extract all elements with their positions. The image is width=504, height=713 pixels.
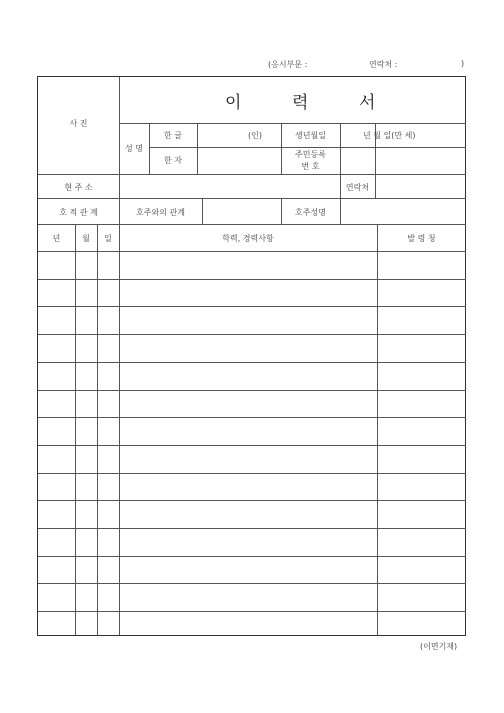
table-row-rule	[38, 279, 466, 280]
phone-label: 연락처	[345, 183, 370, 192]
title-char-1: 이	[225, 93, 242, 113]
col-issuer: 발 령 청	[407, 234, 436, 243]
resident-label-line2: 번 호	[301, 162, 320, 171]
hanja-label: 한 자	[164, 156, 182, 165]
back-side-note: (이면기재)	[420, 642, 458, 651]
title-char-3: 서	[359, 93, 376, 113]
rule	[38, 174, 466, 175]
birth-label: 생년월일	[295, 131, 326, 140]
rule	[197, 123, 198, 174]
resident-label-line1: 주민등록	[295, 150, 326, 159]
address-label: 현 주 소	[64, 183, 93, 192]
rule	[75, 224, 76, 635]
col-year: 년	[52, 234, 61, 243]
header-close-paren: )	[461, 59, 465, 68]
head-name-label: 호주성명	[295, 208, 326, 217]
resume-form	[37, 76, 466, 636]
table-row-rule	[38, 556, 466, 557]
table-row-rule	[38, 362, 466, 363]
relation-label: 호주와의 관계	[136, 208, 185, 217]
rule	[340, 123, 341, 174]
table-row-rule	[38, 417, 466, 418]
rule	[119, 174, 120, 198]
col-month: 월	[82, 234, 90, 243]
hangul-label: 한 글	[164, 131, 182, 140]
col-history: 학력, 경력사항	[222, 234, 274, 243]
table-row-rule	[38, 583, 466, 584]
rule	[119, 77, 120, 174]
rule	[119, 123, 466, 124]
rule	[202, 198, 203, 224]
rule	[340, 198, 341, 224]
table-row-rule	[38, 528, 466, 529]
table-row-rule	[38, 445, 466, 446]
table-row-rule	[38, 500, 466, 501]
table-row-rule	[38, 251, 466, 252]
rule	[38, 198, 466, 199]
birth-value: 년 월 일(만 세)	[363, 131, 416, 140]
rule	[375, 174, 376, 198]
seal-mark: (인)	[248, 131, 262, 140]
table-row-rule	[38, 306, 466, 307]
table-row-rule	[38, 334, 466, 335]
table-row-rule	[38, 611, 466, 612]
title-char-2: 력	[292, 93, 309, 113]
rule	[377, 224, 378, 635]
name-label: 성 명	[125, 144, 143, 153]
col-day: 일	[104, 234, 112, 243]
rule	[97, 224, 98, 635]
table-row-rule	[38, 473, 466, 474]
rule	[119, 224, 120, 635]
family-register-label: 호 적 관 계	[59, 208, 98, 217]
photo-label: 사 진	[69, 119, 88, 128]
exam-field-label: (응시부문 :	[268, 60, 308, 69]
rule	[38, 224, 466, 225]
contact-field-label: 연락처 :	[369, 60, 398, 69]
table-row-rule	[38, 390, 466, 391]
